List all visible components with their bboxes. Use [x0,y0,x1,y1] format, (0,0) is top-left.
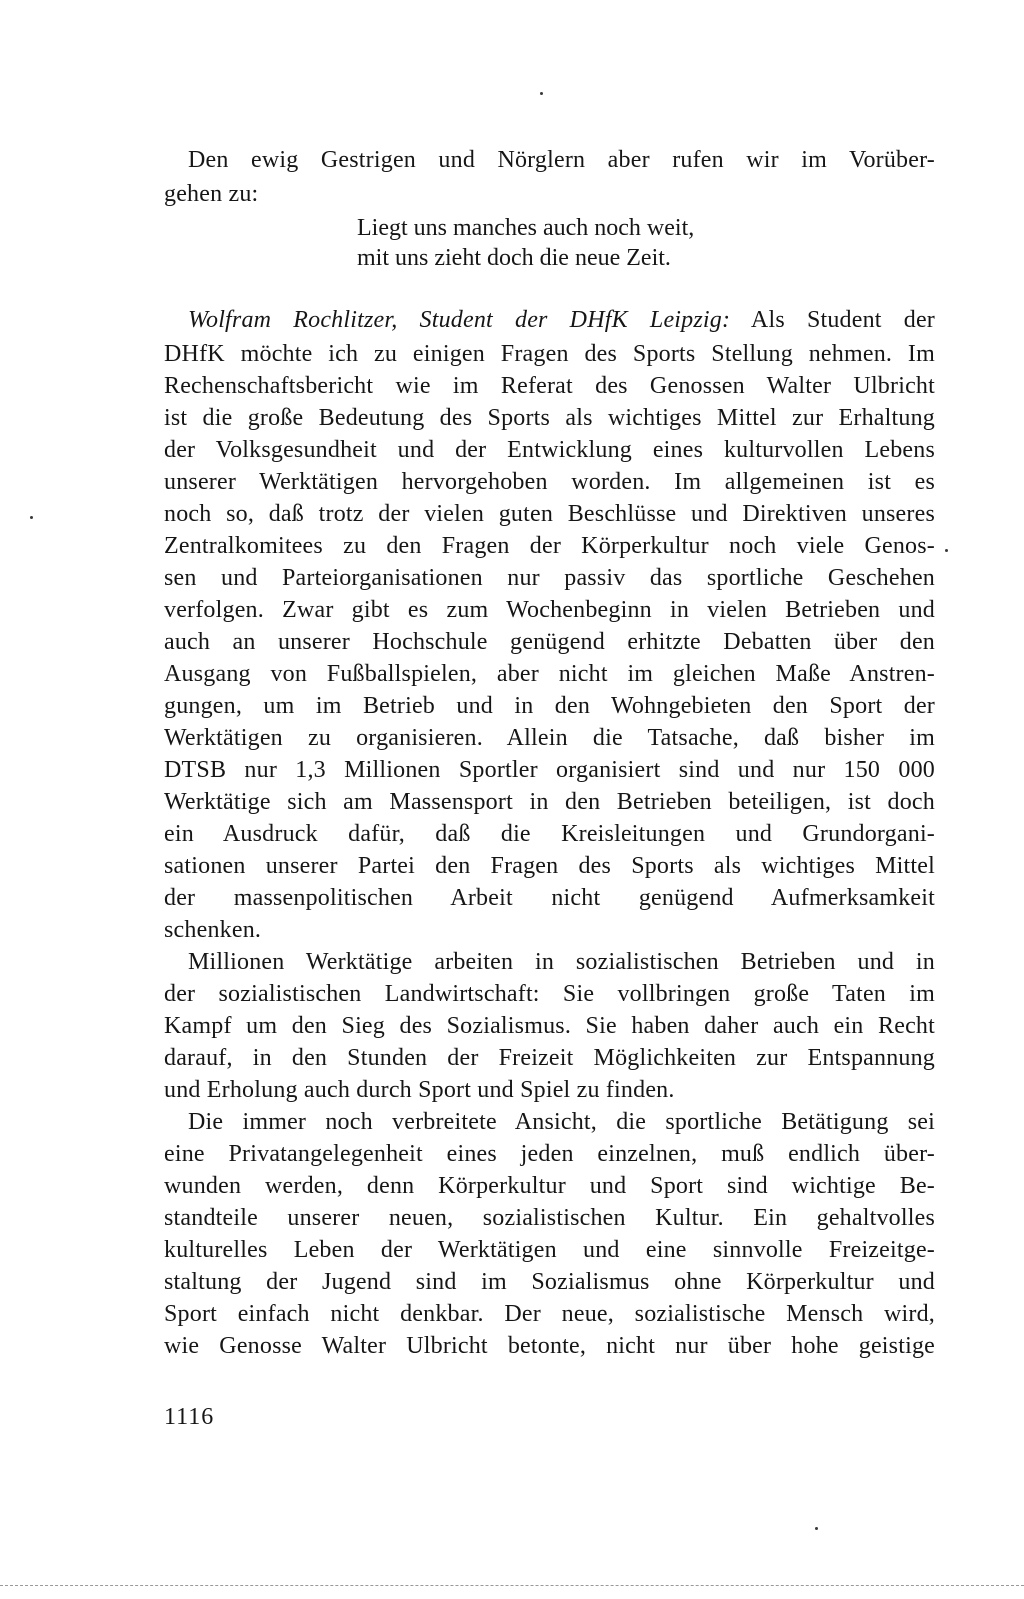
scan-speck [815,1527,818,1530]
text-line: eine Privatangelegenheit eines jeden einzelnen, muß endlich über- [164,1141,935,1167]
page-number: 1116 [164,1404,215,1430]
text-line: sen und Parteiorganisationen nur passiv das sportliche Geschehen [164,565,935,591]
scan-speck [30,516,33,519]
text-line: DHfK möchte ich zu einigen Fragen des Sports Stellung nehmen. Im [164,341,935,367]
text-line: Kampf um den Sieg des Sozialismus. Sie haben daher auch ein Recht [164,1013,935,1039]
text-line: Ausgang von Fußballspielen, aber nicht im gleichen Maße Anstren- [164,661,935,687]
text-line: Die immer noch verbreitete Ansicht, die sportliche Betätigung sei [188,1109,935,1135]
speaker-name: Wolfram Rochlitzer, Student der DHfK Leipzig: [188,307,731,333]
verse-line: Liegt uns manches auch noch weit, [357,215,695,241]
text-line: auch an unserer Hochschule genügend erhitzte Debatten über den [164,629,935,655]
text-line: gungen, um im Betrieb und in den Wohngebieten den Sport der [164,693,935,719]
text-line: gehen zu: [164,181,259,207]
verse-line: mit uns zieht doch die neue Zeit. [357,245,671,271]
text-line: schenken. [164,917,262,943]
text-line: darauf, in den Stunden der Freizeit Möglichkeiten zur Entspannung [164,1045,935,1071]
text-line: ist die große Bedeutung des Sports als wichtiges Mittel zur Erhaltung [164,405,935,431]
speaker-line [188,303,935,337]
text-line: noch so, daß trotz der vielen guten Beschlüsse und Direktiven unseres [164,501,935,527]
scan-edge-line [0,1585,1024,1586]
text-line: Zentralkomitees zu den Fragen der Körperkultur noch viele Genos- [164,533,935,559]
text-line: wunden werden, denn Körperkultur und Sport sind wichtige Be- [164,1173,935,1199]
text-line: Millionen Werktätige arbeiten in sozialistischen Betrieben und in [188,949,935,975]
text-line: ein Ausdruck dafür, daß die Kreisleitungen und Grundorgani- [164,821,935,847]
scan-speck [540,92,543,95]
text-line: Den ewig Gestrigen und Nörglern aber rufen wir im Vorüber- [188,147,935,173]
text-line: wie Genosse Walter Ulbricht betonte, nicht nur über hohe geistige [164,1333,935,1359]
scan-speck [945,549,948,552]
text-line: der sozialistischen Landwirtschaft: Sie vollbringen große Taten im [164,981,935,1007]
text-line: Werktätige sich am Massensport in den Betrieben beteiligen, ist doch [164,789,935,815]
text-line: der massenpolitischen Arbeit nicht genügend Aufmerksamkeit [164,885,935,911]
text-line: der Volksgesundheit und der Entwicklung eines kulturvollen Lebens [164,437,935,463]
text-line: sationen unserer Partei den Fragen des Sports als wichtiges Mittel [164,853,935,879]
text-line: Rechenschaftsbericht wie im Referat des Genossen Walter Ulbricht [164,373,935,399]
text-line: kulturelles Leben der Werktätigen und eine sinnvolle Freizeitge- [164,1237,935,1263]
text-line: Sport einfach nicht denkbar. Der neue, sozialistische Mensch wird, [164,1301,935,1327]
text-line: verfolgen. Zwar gibt es zum Wochenbeginn in vielen Betrieben und [164,597,935,623]
speaker-line-rest: Als Student der [730,307,935,333]
text-line: Werktätigen zu organisieren. Allein die Tatsache, daß bisher im [164,725,935,751]
text-line: unserer Werktätigen hervorgehoben worden. Im allgemeinen ist es [164,469,935,495]
text-line: DTSB nur 1,3 Millionen Sportler organisiert sind und nur 150 000 [164,757,935,783]
text-line: und Erholung auch durch Sport und Spiel zu finden. [164,1077,675,1103]
text-line: staltung der Jugend sind im Sozialismus ohne Körperkultur und [164,1269,935,1295]
text-line: standteile unserer neuen, sozialistischen Kultur. Ein gehaltvolles [164,1205,935,1231]
